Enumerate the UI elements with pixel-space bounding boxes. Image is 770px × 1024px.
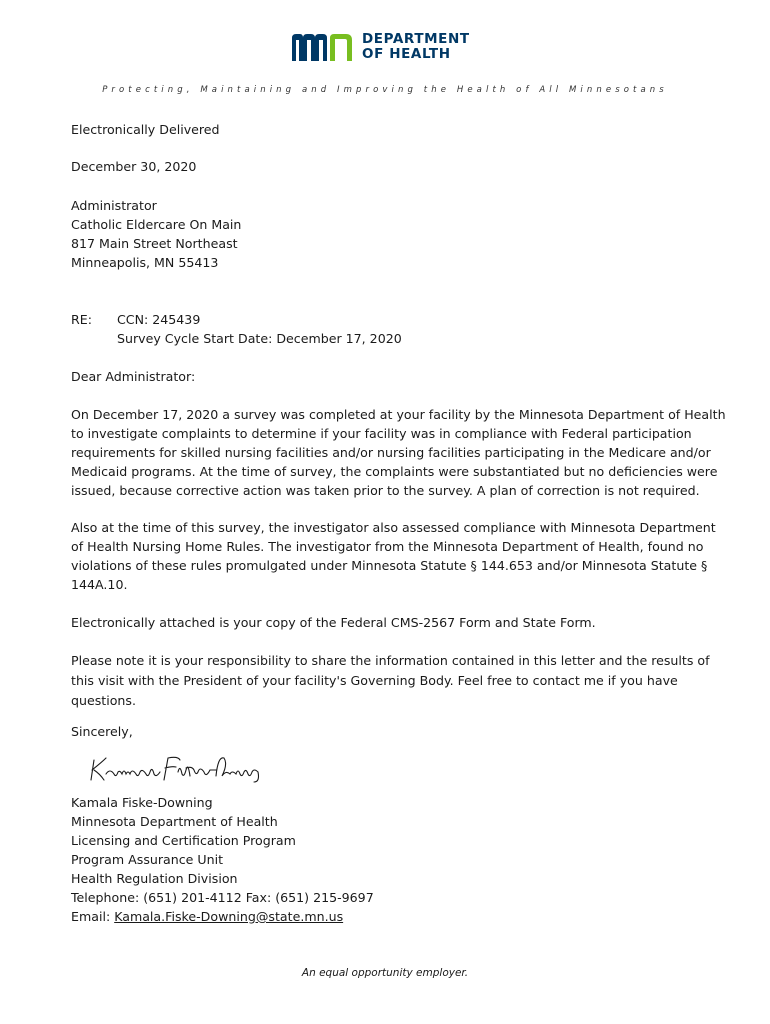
mdh-logo [290,32,470,62]
salutation: Dear Administrator: [71,369,196,384]
paragraph-1-line: Medicaid programs. At the time of survey, the complaints were substantiated but no deficiencies were [71,464,718,479]
signature-block-line: Kamala Fiske-Downing [71,795,213,810]
paragraph-2-line: Also at the time of this survey, the investigator also assessed compliance with Minnesota Department [71,520,716,535]
paragraph-1-line: On December 17, 2020 a survey was completed at your facility by the Minnesota Department of Health [71,407,726,422]
logo-line-2: OF HEALTH [362,46,451,62]
paragraph-1-line: to investigate complaints to determine if your facility was in compliance with Federal participation [71,426,692,441]
paragraph-4-line: questions. [71,693,136,708]
paragraph-3: Electronically attached is your copy of the Federal CMS-2567 Form and State Form. [71,615,596,630]
delivery-method: Electronically Delivered [71,122,220,137]
paragraph-4-line: this visit with the President of your facility's Governing Body. Feel free to contact me if you have [71,673,678,688]
signature-block-line: Minnesota Department of Health [71,814,278,829]
email-line [71,907,343,926]
letter-date: December 30, 2020 [71,159,197,174]
re-line-survey-date: Survey Cycle Start Date: December 17, 2020 [117,331,402,346]
address-line: Minneapolis, MN 55413 [71,255,219,270]
logo-line-1: DEPARTMENT [362,31,470,47]
paragraph-2-line: of Health Nursing Home Rules. The investigator from the Minnesota Department of Health, found no [71,539,704,554]
address-line: Catholic Eldercare On Main [71,217,242,232]
address-line: 817 Main Street Northeast [71,236,238,251]
address-line: Administrator [71,198,157,213]
signature-block-line: Program Assurance Unit [71,852,224,867]
logo-wordmark [362,32,470,62]
email-link[interactable]: Kamala.Fiske-Downing@state.mn.us [114,909,344,924]
paragraph-2-line: 144A.10. [71,577,128,592]
footer-equal-opportunity: An equal opportunity employer. [301,967,469,979]
paragraph-2-line: violations of these rules promulgated under Minnesota Statute § 144.653 and/or Minnesota Statute § [71,558,708,573]
re-label: RE: [71,312,92,327]
signature-block-line: Health Regulation Division [71,871,238,886]
paragraph-1-line: requirements for skilled nursing facilities and/or nursing facilities participating in the Medicare and/or [71,445,711,460]
mn-logo-mark-icon [290,32,354,62]
signature-block-line: Licensing and Certification Program [71,833,296,848]
paragraph-1-line: issued, because corrective action was taken prior to the survey. A plan of correction is not required. [71,483,700,498]
email-label: Email: [71,909,115,924]
tagline: Protecting, Maintaining and Improving the Health of All Minnesotans [102,85,668,95]
signature-block-line: Telephone: (651) 201-4112 Fax: (651) 215-9697 [71,890,374,905]
closing: Sincerely, [71,724,133,739]
handwritten-signature [88,752,268,784]
re-line-ccn: CCN: 245439 [117,312,201,327]
paragraph-4-line: Please note it is your responsibility to share the information contained in this letter and the results of [71,653,710,668]
